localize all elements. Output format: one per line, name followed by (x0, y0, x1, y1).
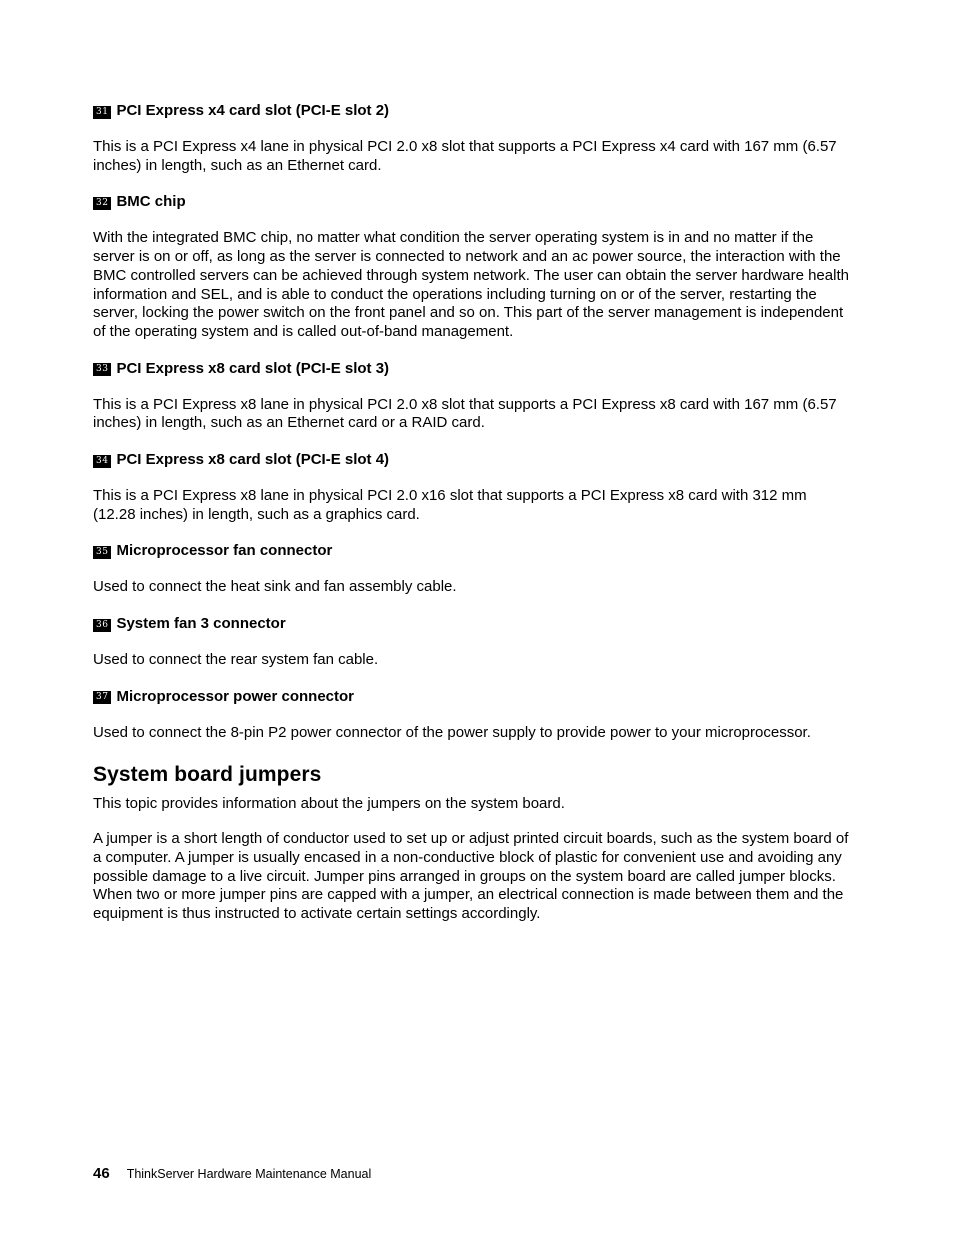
callout-number-badge: 33 (93, 363, 111, 376)
item-heading-35 (93, 541, 853, 561)
section-title: System board jumpers (93, 762, 322, 786)
callout-number-badge: 37 (93, 691, 111, 704)
item-title: BMC chip (116, 193, 186, 211)
item-heading-31 (93, 101, 853, 121)
item-heading-37 (93, 687, 853, 707)
item-heading-34 (93, 450, 853, 470)
item-description: This is a PCI Express x8 lane in physical PCI 2.0 x8 slot that supports a PCI Express x8 card with 167 mm (6.57 inches) in length, such as an Ethernet card or a RAID card. (93, 395, 837, 432)
callout-number-badge: 34 (93, 455, 111, 468)
item-description: Used to connect the rear system fan cable. (93, 651, 379, 669)
section-intro: This topic provides information about the jumpers on the system board. (93, 794, 565, 812)
item-description: This is a PCI Express x8 lane in physical PCI 2.0 x16 slot that supports a PCI Express x8 card with 312 mm (12.28 inches) in length, such as a graphics card. (93, 487, 807, 523)
page-number: 46 (93, 1165, 110, 1182)
item-title: PCI Express x8 card slot (PCI-E slot 3) (116, 359, 390, 377)
callout-number-badge: 35 (93, 546, 111, 559)
page-content (93, 101, 853, 941)
page-footer (93, 1165, 371, 1182)
callout-number-badge: 31 (93, 106, 111, 119)
item-description: Used to connect the 8-pin P2 power connector of the power supply to provide power to your microprocessor. (93, 723, 811, 741)
callout-number-badge: 36 (93, 619, 111, 632)
item-description: Used to connect the heat sink and fan assembly cable. (93, 578, 457, 596)
manual-title: ThinkServer Hardware Maintenance Manual (126, 1167, 372, 1181)
item-title: Microprocessor fan connector (116, 542, 333, 560)
item-title: PCI Express x4 card slot (PCI-E slot 2) (116, 102, 390, 119)
item-title: System fan 3 connector (116, 615, 286, 633)
section-body: A jumper is a short length of conductor used to set up or adjust printed circuit boards, such as the system board of a computer. A jumper is usually encased in a non-conductive block of plastic for convenient use and avoiding any possible damage to a live circuit. Jumper pins arranged in groups on the system board are called jumper blocks. When two or more jumper pins are capped with a jumper, an electrical connection is made between them and the equipment is thus instructed to activate certain settings accordingly. (93, 830, 849, 923)
item-heading-33 (93, 359, 853, 379)
item-description: With the integrated BMC chip, no matter what condition the server operating system is in and no matter if the server is on or off, as long as the server is connected to network and an ac power source, the interaction with the BMC controlled servers can be achieved through system network. The user can obtain the server hardware health information and SEL, and is able to conduct the operations including turning on or of the server, restarting the server, locking the power switch on the front panel and so on. This part of the server management is independent of the operating system and is called out-of-band management. (93, 229, 849, 340)
item-title: Microprocessor power connector (116, 687, 355, 705)
item-heading-32 (93, 192, 853, 212)
item-description: This is a PCI Express x4 lane in physical PCI 2.0 x8 slot that supports a PCI Express x4 card with 167 mm (6.57 inches) in length, such as an Ethernet card. (93, 138, 837, 174)
item-title: PCI Express x8 card slot (PCI-E slot 4) (116, 451, 390, 469)
callout-number-badge: 32 (93, 197, 111, 210)
item-heading-36 (93, 614, 853, 634)
